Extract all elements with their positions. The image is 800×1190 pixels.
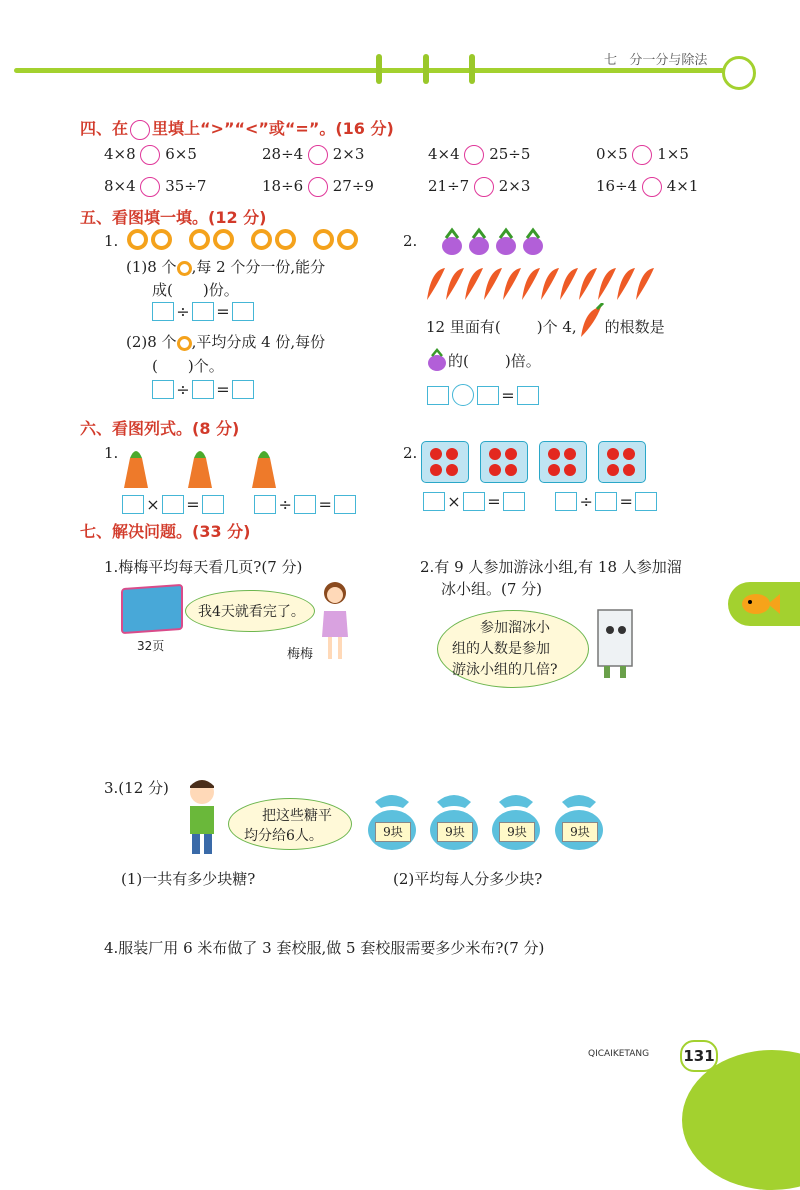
- ring-icon: [177, 261, 192, 276]
- book-character-icon: [590, 600, 642, 680]
- answer-circle[interactable]: [452, 384, 474, 406]
- speech-bubble-text: 把这些糖平 均分给6人。: [244, 808, 332, 844]
- section-7-title: 七、解决问题。(33 分): [80, 522, 251, 541]
- answer-box[interactable]: [477, 386, 499, 405]
- equals-sign: =: [501, 385, 515, 405]
- divide-sign: ÷: [176, 302, 190, 321]
- q5-1-part1: (1)8 个 ,每 2 个分一份,能分: [126, 258, 326, 276]
- compare-item: 4×8 6×5: [104, 145, 197, 163]
- answer-box[interactable]: [463, 492, 485, 511]
- question-number: 2.: [403, 232, 418, 250]
- book-icon: [121, 584, 183, 634]
- answer-box[interactable]: [122, 495, 144, 514]
- carrot-icon: [577, 313, 605, 343]
- carrot-bunch-icons: [118, 440, 298, 490]
- answer-circle[interactable]: [642, 177, 662, 197]
- divide-sign: ÷: [579, 492, 593, 511]
- eggplant-row: [436, 226, 556, 260]
- answer-box[interactable]: [232, 302, 254, 321]
- ring-icon: [177, 336, 192, 351]
- multiply-sign: ×: [146, 495, 160, 514]
- problem-3-sub1: (1)一共有多少块糖?: [121, 870, 256, 888]
- question-number: 1.: [104, 444, 119, 462]
- answer-box[interactable]: [517, 386, 539, 405]
- answer-box[interactable]: [232, 380, 254, 399]
- carrot-row: [425, 262, 665, 302]
- problem-3-sub2: (2)平均每人分多少块?: [393, 870, 543, 888]
- answer-box[interactable]: [334, 495, 356, 514]
- candy-bag-label: 9块: [437, 822, 473, 842]
- answer-box[interactable]: [152, 380, 174, 399]
- ring-icon: [275, 229, 296, 250]
- header-pin: [469, 54, 475, 84]
- equation-row: [122, 494, 356, 514]
- answer-box[interactable]: [595, 492, 617, 511]
- ring-icon: [127, 229, 148, 250]
- question-number: 1.: [104, 232, 119, 250]
- carrot-icons: [425, 262, 665, 302]
- compare-item: 4×4 25÷5: [428, 145, 531, 163]
- compare-item: 16÷4 4×1: [596, 177, 699, 195]
- multiply-sign: ×: [447, 492, 461, 511]
- ring-icon: [313, 229, 334, 250]
- answer-box[interactable]: [555, 492, 577, 511]
- girl-name-label: 梅梅: [287, 647, 314, 662]
- ring-icon: [251, 229, 272, 250]
- answer-box[interactable]: [254, 495, 276, 514]
- divide-sign: ÷: [278, 495, 292, 514]
- section-6-title: 六、看图列式。(8 分): [80, 419, 240, 438]
- equation-row: [152, 301, 254, 321]
- equation-row: [423, 491, 657, 511]
- answer-box[interactable]: [152, 302, 174, 321]
- problem-2-line2: 冰小组。(7 分): [441, 580, 543, 598]
- ring-icon: [337, 229, 358, 250]
- answer-box[interactable]: [192, 380, 214, 399]
- answer-box[interactable]: [503, 492, 525, 511]
- problem-2-line1: 2.有 9 人参加游泳小组,有 18 人参加溜: [420, 558, 682, 576]
- problem-4-text: 4.服装厂用 6 米布做了 3 套校服,做 5 套校服需要多少米布?(7 分): [104, 939, 545, 957]
- speech-bubble-text: 我4天就看完了。: [198, 604, 305, 620]
- answer-circle[interactable]: [474, 177, 494, 197]
- candy-bag: [552, 788, 606, 850]
- answer-circle[interactable]: [140, 177, 160, 197]
- equals-sign: =: [487, 492, 501, 511]
- eggplant-icon: [426, 352, 448, 372]
- q5-1-part2-cont: ( )个。: [152, 357, 224, 375]
- candy-bag: [427, 788, 481, 850]
- boy-figure-icon: [180, 776, 224, 858]
- strawberry-tile: [480, 441, 528, 483]
- chapter-label: [604, 49, 707, 68]
- ring-group: [127, 229, 358, 250]
- chapter-title: 分一分与除法: [629, 53, 708, 68]
- speech-bubble-text: 参加溜冰小 组的人数是参加 游泳小组的几倍?: [452, 620, 558, 678]
- answer-box[interactable]: [162, 495, 184, 514]
- candy-bag-label: 9块: [375, 822, 411, 842]
- section-5-title: 五、看图填一填。(12 分): [80, 208, 267, 227]
- ring-icon: [213, 229, 234, 250]
- q5-1-part2: (2)8 个 ,平均分成 4 份,每份: [126, 333, 326, 351]
- answer-circle[interactable]: [464, 145, 484, 165]
- header-emblem-icon: [722, 56, 756, 90]
- candy-bag: [489, 788, 543, 850]
- candy-bag: [365, 788, 419, 850]
- strawberry-tile: [539, 441, 587, 483]
- answer-box[interactable]: [635, 492, 657, 511]
- ring-icon: [189, 229, 210, 250]
- girl-figure-icon: [318, 577, 352, 665]
- compare-item: 8×4 35÷7: [104, 177, 207, 195]
- problem-1-text: 1.梅梅平均每天看几页?(7 分): [104, 558, 303, 576]
- fish-tab-icon: [728, 582, 800, 626]
- equals-sign: =: [318, 495, 332, 514]
- divide-sign: ÷: [176, 380, 190, 399]
- answer-box[interactable]: [423, 492, 445, 511]
- header-pin: [423, 54, 429, 84]
- answer-circle[interactable]: [632, 145, 652, 165]
- strawberry-tile: [421, 441, 469, 483]
- ring-icon: [151, 229, 172, 250]
- compare-item: 18÷6 27÷9: [262, 177, 374, 195]
- strawberry-tile: [598, 441, 646, 483]
- equals-sign: =: [186, 495, 200, 514]
- chapter-number: 七: [604, 53, 618, 68]
- answer-box[interactable]: [427, 386, 449, 405]
- eggplant-icons: [436, 226, 556, 260]
- answer-box[interactable]: [202, 495, 224, 514]
- answer-circle[interactable]: [308, 177, 328, 197]
- answer-box[interactable]: [294, 495, 316, 514]
- answer-circle[interactable]: [140, 145, 160, 165]
- compare-item: 0×5 1×5: [596, 145, 689, 163]
- answer-circle[interactable]: [308, 145, 328, 165]
- equals-sign: =: [619, 492, 633, 511]
- equals-sign: =: [216, 302, 230, 321]
- question-number: 2.: [403, 444, 418, 462]
- answer-box[interactable]: [192, 302, 214, 321]
- carrot-bunches: [118, 440, 298, 490]
- compare-item: 21÷7 2×3: [428, 177, 531, 195]
- candy-bag-label: 9块: [562, 822, 598, 842]
- candy-bag-label: 9块: [499, 822, 535, 842]
- q5-1-part1-cont: 成( )份。: [152, 281, 239, 299]
- equals-sign: =: [216, 380, 230, 399]
- problem-3-text: 3.(12 分): [104, 779, 169, 797]
- footer-brand: QICAIKETANG: [588, 1049, 650, 1059]
- section-4-title: 四、在 里填上“>”“<”或“=”。(16 分): [80, 119, 394, 138]
- book-pages-label: 32页: [137, 639, 165, 653]
- equation-row: [427, 384, 539, 406]
- compare-item: 28÷4 2×3: [262, 145, 365, 163]
- equation-row: [152, 379, 254, 399]
- q5-2-line2: 的( )倍。: [426, 350, 541, 372]
- blank-circle-icon: [130, 120, 150, 140]
- header-pin: [376, 54, 382, 84]
- page-number: 131: [680, 1040, 718, 1072]
- q5-2-line1: 12 里面有( )个 4, 的根数是: [426, 313, 665, 343]
